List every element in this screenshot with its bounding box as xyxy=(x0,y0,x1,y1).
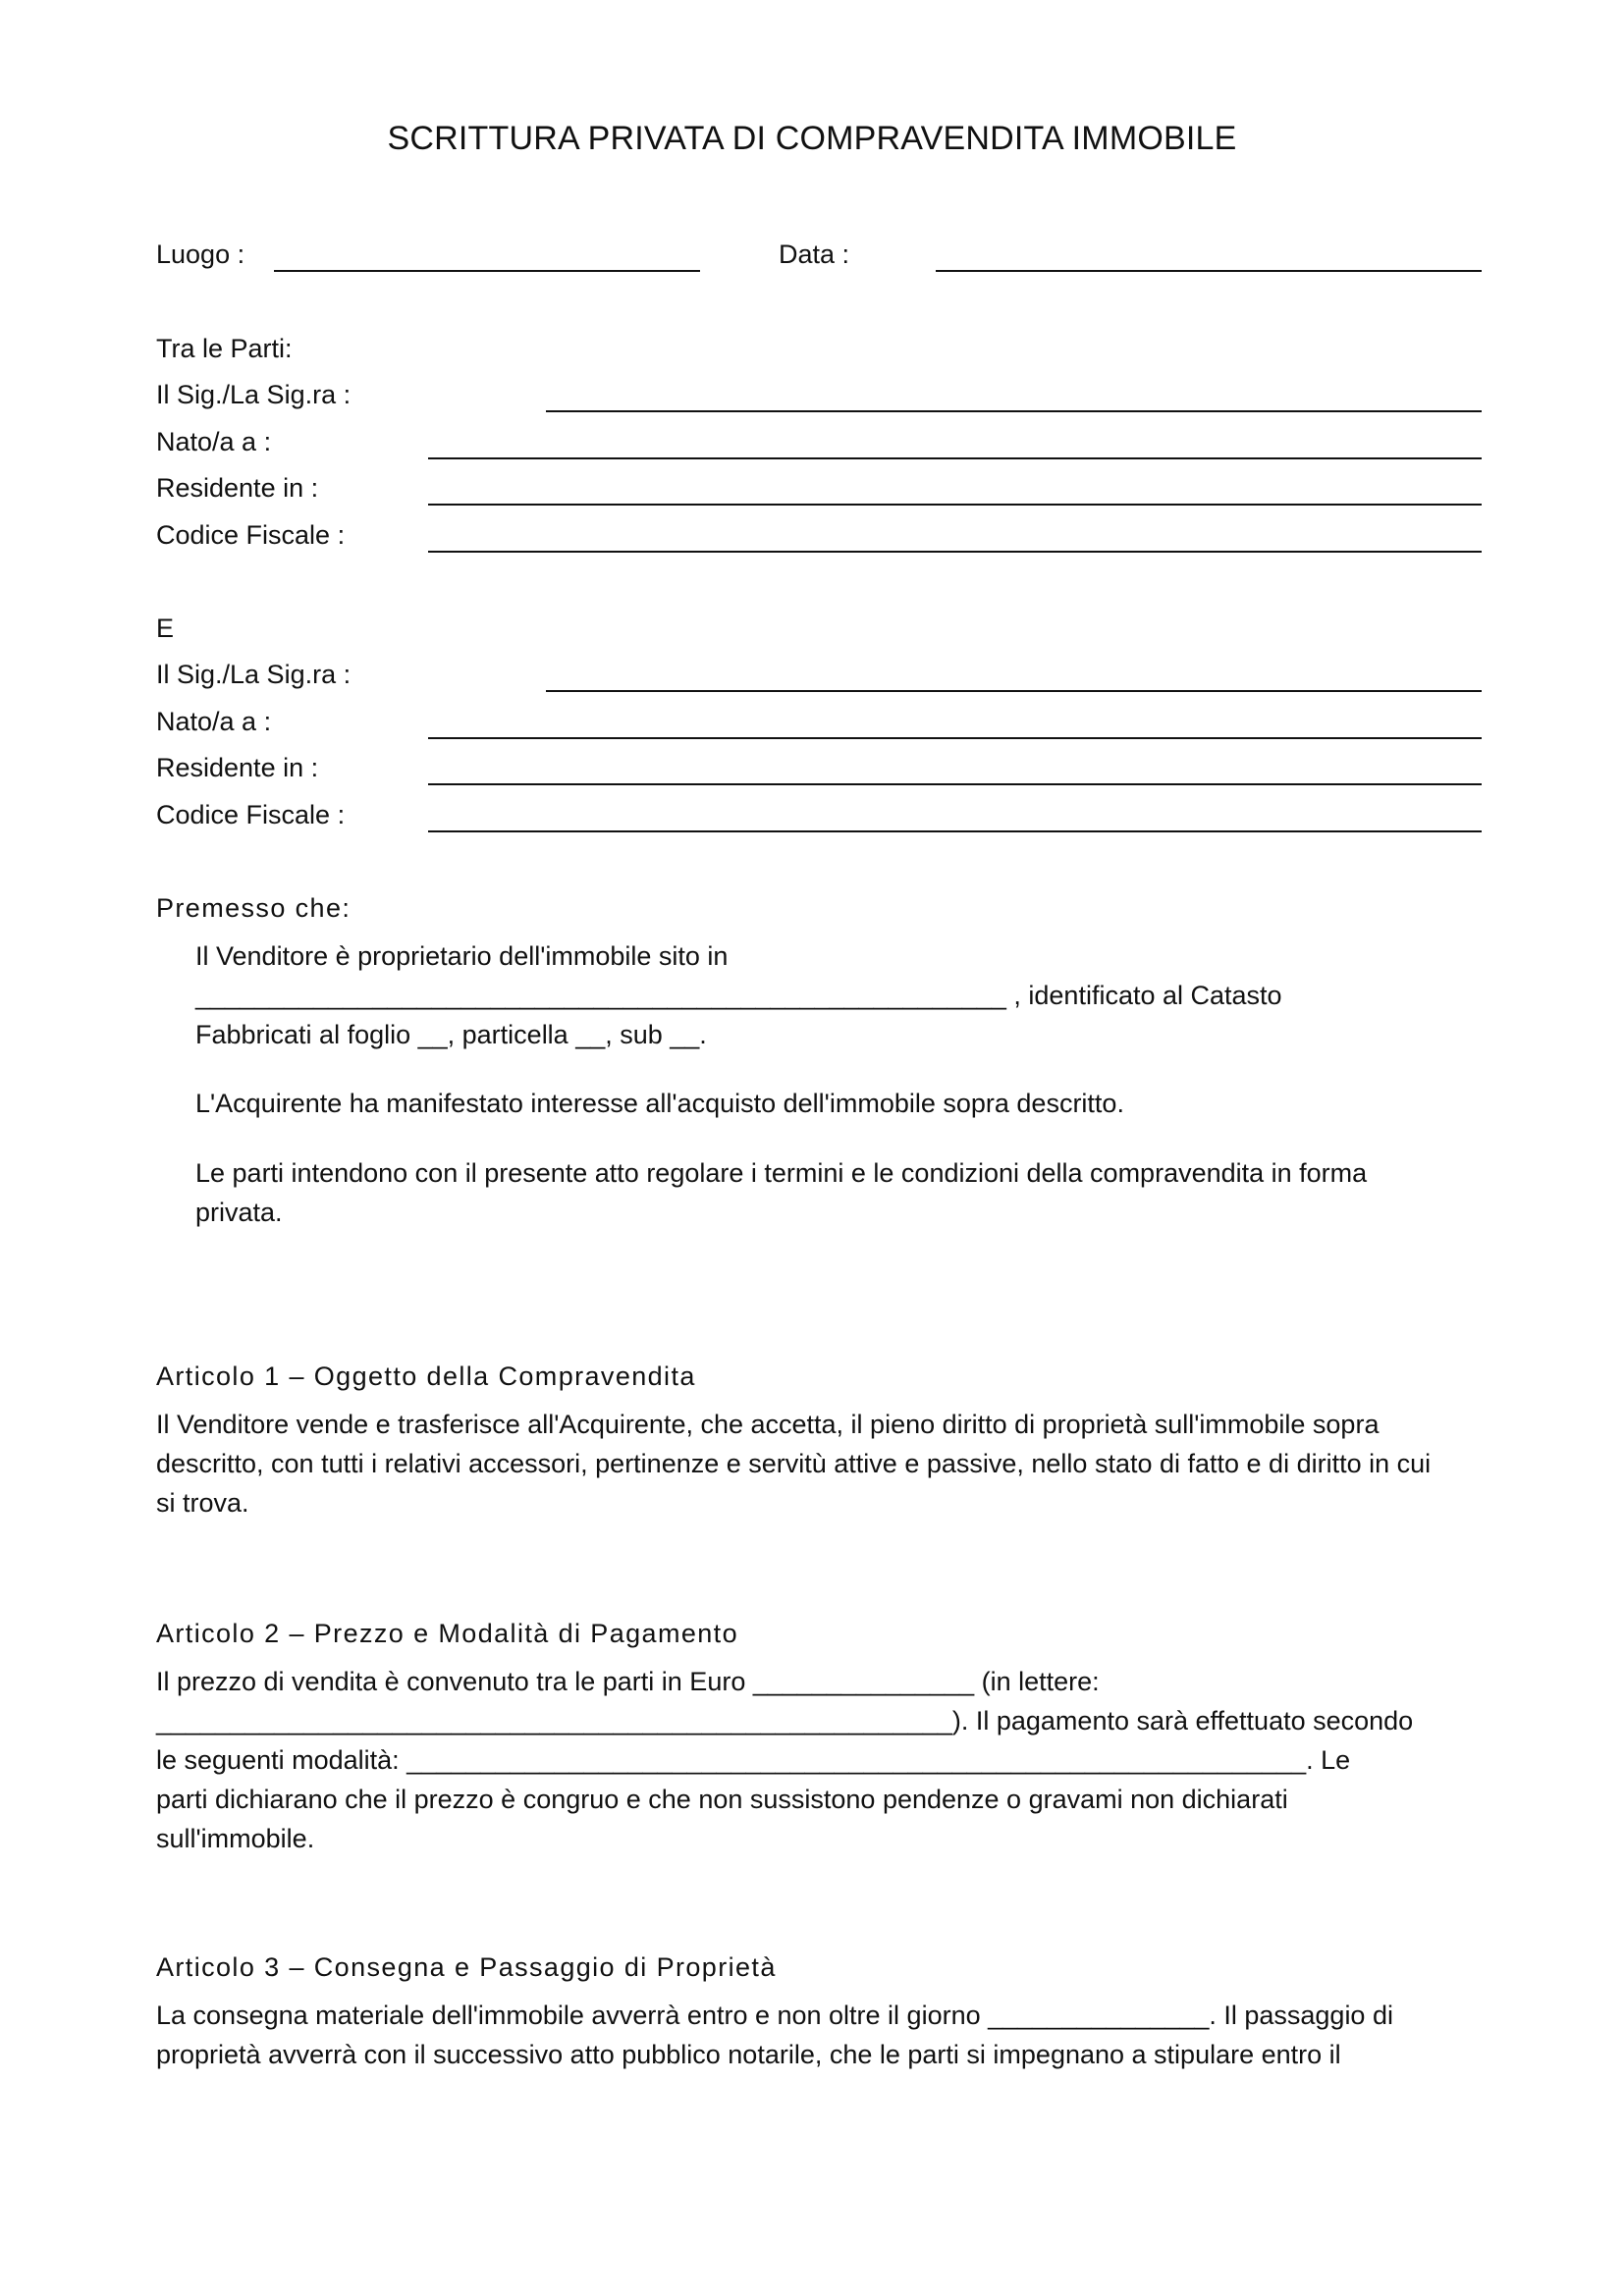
party1-residence-label: Residente in : xyxy=(156,473,319,503)
place-field[interactable] xyxy=(274,270,700,272)
party2-tax-code-field[interactable] xyxy=(428,830,1482,832)
party2-name-field[interactable] xyxy=(546,690,1482,692)
article-2-line: le seguenti modalità: _____________________________________________________________. Le xyxy=(156,1745,1351,1775)
article-1-line: si trova. xyxy=(156,1488,249,1518)
party1-tax-code-label: Codice Fiscale : xyxy=(156,520,346,550)
party2-name-label: Il Sig./La Sig.ra : xyxy=(156,660,352,689)
party1-name-field[interactable] xyxy=(546,410,1482,412)
article-3-line: proprietà avverrà con il successivo atto pubblico notarile, che le parti si impegnano a stipulare entro il xyxy=(156,2040,1341,2069)
article-2-heading: Articolo 2 – Prezzo e Modalità di Pagamento xyxy=(156,1619,738,1648)
article-2-body xyxy=(156,1662,1413,1858)
party2-birthplace-label: Nato/a a : xyxy=(156,707,272,736)
article-2-line: sull'immobile. xyxy=(156,1824,315,1853)
party1-birthplace-label: Nato/a a : xyxy=(156,427,272,456)
party2-residence-field[interactable] xyxy=(428,783,1482,785)
premises-paragraph-1 xyxy=(195,936,1282,1054)
party2-tax-code-label: Codice Fiscale : xyxy=(156,800,346,829)
premises-p1-line: _______________________________________________________ , identificato al Catasto xyxy=(195,981,1282,1010)
premises-p1-line: Il Venditore è proprietario dell'immobile sito in xyxy=(195,941,729,971)
party2-birthplace-field[interactable] xyxy=(428,737,1482,739)
premises-paragraph-3 xyxy=(195,1153,1367,1232)
article-3-line: La consegna materiale dell'immobile avverrà entro e non oltre il giorno _______________. Il passaggio di xyxy=(156,2001,1393,2030)
article-2-line: Il prezzo di vendita è convenuto tra le parti in Euro _______________ (in lettere: xyxy=(156,1667,1100,1696)
premises-heading: Premesso che: xyxy=(156,893,352,923)
article-1-body xyxy=(156,1405,1431,1522)
article-1-line: Il Venditore vende e trasferisce all'Acquirente, che accetta, il pieno diritto di proprietà sull'immobile sopra xyxy=(156,1410,1380,1439)
article-2-line: parti dichiarano che il prezzo è congruo e che non sussistono pendenze o gravami non dichiarati xyxy=(156,1785,1288,1814)
premises-paragraph-2 xyxy=(195,1084,1124,1123)
article-1-line: descritto, con tutti i relativi accessori, pertinenze e servitù attive e passive, nello stato di fatto e di diritto in cui xyxy=(156,1449,1432,1478)
article-3-body xyxy=(156,1996,1393,2074)
party1-name-label: Il Sig./La Sig.ra : xyxy=(156,380,352,409)
party1-birthplace-field[interactable] xyxy=(428,457,1482,459)
party2-residence-label: Residente in : xyxy=(156,753,319,782)
document-title: SCRITTURA PRIVATA DI COMPRAVENDITA IMMOBILE xyxy=(387,120,1237,157)
premises-p2-line: L'Acquirente ha manifestato interesse all'acquisto dell'immobile sopra descritto. xyxy=(195,1089,1124,1118)
date-label: Data : xyxy=(779,240,850,269)
place-label: Luogo : xyxy=(156,240,245,269)
premises-p3-line: privata. xyxy=(195,1198,283,1227)
parties-intro: Tra le Parti: xyxy=(156,334,293,363)
article-1-heading: Articolo 1 – Oggetto della Compravendita xyxy=(156,1362,696,1391)
premises-p3-line: Le parti intendono con il presente atto regolare i termini e le condizioni della compravendita in forma xyxy=(195,1158,1368,1188)
party1-tax-code-field[interactable] xyxy=(428,551,1482,553)
article-2-line: ______________________________________________________). Il pagamento sarà effettuato secondo xyxy=(156,1706,1414,1735)
article-3-heading: Articolo 3 – Consegna e Passaggio di Proprietà xyxy=(156,1952,777,1982)
date-field[interactable] xyxy=(936,270,1482,272)
premises-p1-line: Fabbricati al foglio __, particella __, sub __. xyxy=(195,1020,707,1049)
parties-separator: E xyxy=(156,614,175,643)
party1-residence-field[interactable] xyxy=(428,504,1482,506)
